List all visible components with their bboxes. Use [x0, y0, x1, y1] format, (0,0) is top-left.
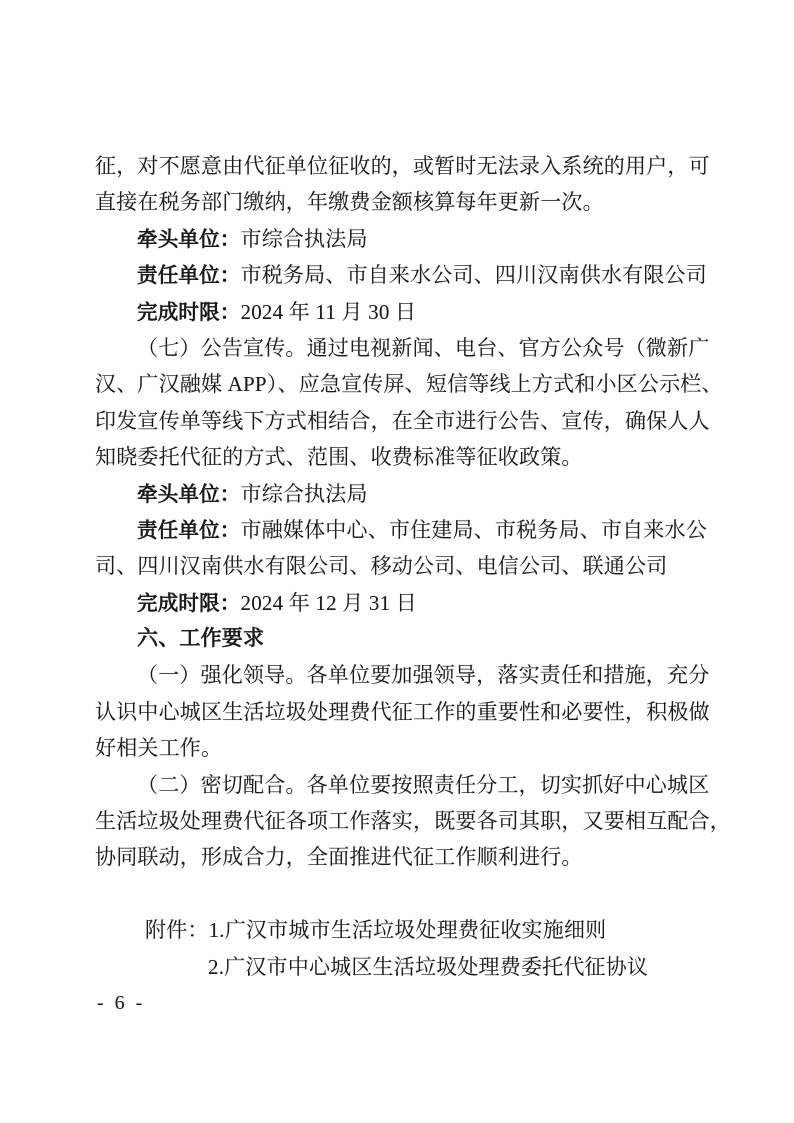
deadline-label: 完成时限： [137, 591, 241, 615]
responsible-unit-value: 市融媒体中心、市住建局、市税务局、市自来水公 [240, 517, 707, 542]
responsible-unit-label: 责任单位： [137, 518, 241, 542]
lead-unit-line [95, 476, 720, 512]
paragraph-line: （二）密切配合。各单位要按照责任分工，切实抓好中心城区 [137, 772, 710, 797]
paragraph-line: 直接在税务部门缴纳，年缴费金额核算每年更新一次。 [95, 190, 604, 215]
lead-unit-line [95, 221, 720, 257]
paragraph-line: 征，对不愿意由代征单位征收的，或暂时无法录入系统的用户，可 [95, 154, 710, 178]
attachments-label: 附件： [145, 918, 209, 943]
responsible-unit-value: 市税务局、市自来水公司、四川汉南供水有限公司 [240, 263, 707, 288]
lead-unit-value: 市综合执法局 [240, 226, 368, 251]
lead-unit-label: 牵头单位： [137, 227, 241, 251]
responsible-unit-label: 责任单位： [137, 264, 241, 288]
page-number: - 6 - [97, 992, 146, 1014]
blank-line [95, 876, 720, 912]
paragraph-line: 生活垃圾处理费代征各项工作落实，既要各司其职，又要相互配合， [95, 809, 731, 834]
attachment-item-2: 2.广汉市中心城区生活垃圾处理费委托代征协议 [208, 954, 649, 979]
lead-unit-label: 牵头单位： [137, 482, 241, 506]
paragraph-line: （一）强化领导。各单位要加强领导，落实责任和措施，充分 [137, 663, 710, 688]
section-heading: 六、工作要求 [137, 627, 265, 651]
paragraph-line: 印发宣传单等线下方式相结合，在全市进行公告、宣传，确保人人 [95, 408, 710, 433]
deadline-value: 2024 年 12 月 31 日 [240, 590, 417, 615]
deadline-line [95, 585, 720, 621]
attachments-line [95, 912, 720, 948]
responsible-unit-continuation: 司、四川汉南供水有限公司、移动公司、电信公司、联通公司 [95, 554, 668, 579]
deadline-value: 2024 年 11 月 30 日 [240, 299, 417, 324]
deadline-line [95, 294, 720, 330]
paragraph-line: 认识中心城区生活垃圾处理费代征工作的重要性和必要性，积极做 [95, 699, 710, 724]
responsible-unit-line [95, 512, 720, 548]
responsible-unit-line [95, 257, 720, 293]
paragraph-line: 协同联动，形成合力，全面推进代征工作顺利进行。 [95, 845, 583, 870]
document-body [95, 148, 731, 985]
attachment-item-1: 1.广汉市城市生活垃圾处理费征收实施细则 [208, 918, 607, 943]
paragraph-line: 好相关工作。 [95, 736, 223, 761]
deadline-label: 完成时限： [137, 300, 241, 324]
paragraph-line: 汉、广汉融媒 APP）、应急宣传屏、短信等线上方式和小区公示栏、 [95, 372, 723, 397]
paragraph-line: （七）公告宣传。通过电视新闻、电台、官方公众号（微新广 [137, 335, 710, 360]
paragraph-line: 知晓委托代征的方式、范围、收费标准等征收政策。 [95, 445, 583, 470]
lead-unit-value: 市综合执法局 [240, 481, 368, 506]
